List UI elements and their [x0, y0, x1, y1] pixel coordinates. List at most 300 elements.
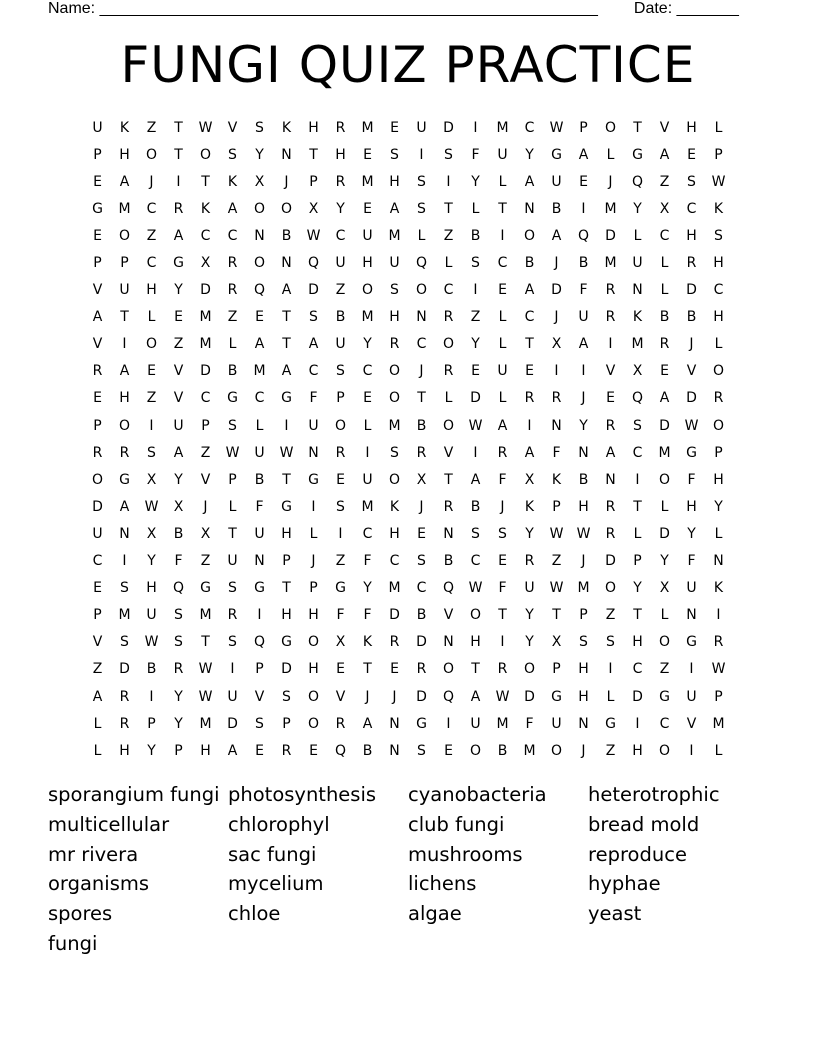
- grid-letter: O: [523, 227, 536, 244]
- grid-letter: D: [605, 227, 616, 244]
- grid-letter: D: [308, 282, 319, 299]
- grid-letter: U: [416, 119, 427, 136]
- grid-letter: Q: [442, 688, 455, 705]
- word-list-item: chloe: [228, 902, 281, 926]
- grid-letter: R: [92, 363, 103, 380]
- grid-letter: N: [254, 553, 265, 570]
- grid-letter: I: [473, 282, 478, 299]
- grid-letter: X: [524, 471, 535, 488]
- grid-letter: L: [633, 227, 642, 244]
- grid-letter: A: [92, 309, 103, 326]
- grid-letter: J: [689, 336, 694, 353]
- grid-letter: I: [284, 417, 289, 434]
- grid-letter: G: [551, 146, 562, 163]
- grid-letter: H: [389, 173, 400, 190]
- grid-letter: F: [687, 471, 696, 488]
- grid-letter: W: [144, 634, 159, 651]
- grid-letter: X: [146, 525, 157, 542]
- grid-letter: E: [363, 146, 372, 163]
- grid-letter: E: [309, 742, 318, 759]
- grid-letter: N: [443, 634, 454, 651]
- grid-letter: M: [361, 498, 374, 515]
- grid-letter: E: [93, 390, 102, 407]
- grid-letter: W: [549, 580, 564, 597]
- letter-grid: [84, 114, 732, 764]
- word-list-item: chlorophyl: [228, 812, 330, 836]
- grid-letter: Y: [525, 525, 534, 542]
- grid-letter: R: [119, 444, 130, 461]
- grid-letter: S: [498, 525, 507, 542]
- grid-letter: N: [389, 742, 400, 759]
- grid-letter: A: [119, 498, 130, 515]
- grid-letter: H: [335, 146, 346, 163]
- grid-letter: U: [92, 525, 103, 542]
- grid-letter: B: [578, 255, 589, 272]
- grid-letter: Q: [577, 227, 590, 244]
- grid-letter: L: [498, 336, 507, 353]
- grid-letter: E: [93, 580, 102, 597]
- grid-letter: N: [281, 255, 292, 272]
- grid-letter: S: [390, 444, 399, 461]
- name-field-label: Name: ________________________________________________________: [48, 0, 598, 17]
- grid-letter: G: [281, 498, 292, 515]
- grid-letter: G: [92, 200, 103, 217]
- grid-letter: S: [606, 634, 615, 651]
- grid-letter: C: [146, 255, 157, 272]
- grid-letter: E: [390, 661, 399, 678]
- grid-letter: R: [335, 444, 346, 461]
- grid-letter: U: [686, 688, 697, 705]
- grid-letter: D: [200, 363, 211, 380]
- grid-letter: R: [524, 390, 535, 407]
- word-list-item: fungi: [48, 931, 98, 955]
- grid-letter: U: [497, 363, 508, 380]
- word-list-item: club fungi: [408, 812, 505, 836]
- grid-letter: A: [227, 200, 238, 217]
- grid-letter: R: [227, 607, 238, 624]
- grid-letter: R: [335, 119, 346, 136]
- grid-letter: D: [443, 119, 454, 136]
- grid-letter: D: [416, 634, 427, 651]
- grid-letter: G: [686, 634, 697, 651]
- grid-letter: A: [497, 417, 508, 434]
- grid-letter: U: [146, 607, 157, 624]
- grid-letter: U: [551, 173, 562, 190]
- grid-letter: W: [279, 444, 294, 461]
- grid-letter: J: [149, 173, 154, 190]
- grid-letter: Z: [605, 607, 616, 624]
- grid-letter: A: [173, 444, 184, 461]
- date-field-label: Date: _______: [633, 0, 739, 17]
- grid-letter: I: [149, 417, 154, 434]
- grid-letter: J: [365, 688, 370, 705]
- grid-letter: X: [551, 634, 562, 651]
- grid-letter: K: [713, 580, 724, 597]
- grid-letter: L: [444, 255, 453, 272]
- grid-letter: G: [200, 580, 211, 597]
- grid-letter: Z: [659, 173, 670, 190]
- grid-letter: I: [581, 200, 586, 217]
- grid-letter: L: [660, 282, 669, 299]
- grid-letter: R: [524, 553, 535, 570]
- grid-letter: S: [390, 282, 399, 299]
- grid-letter: D: [281, 661, 292, 678]
- grid-letter: D: [605, 553, 616, 570]
- grid-letter: L: [606, 146, 615, 163]
- grid-letter: A: [578, 146, 589, 163]
- grid-letter: C: [362, 525, 373, 542]
- grid-letter: C: [497, 255, 508, 272]
- grid-letter: I: [473, 444, 478, 461]
- grid-letter: E: [336, 471, 345, 488]
- grid-letter: A: [281, 363, 292, 380]
- grid-letter: O: [361, 282, 374, 299]
- word-list-item: sac fungi: [228, 842, 317, 866]
- grid-letter: C: [686, 200, 697, 217]
- grid-letter: O: [253, 200, 266, 217]
- grid-letter: H: [119, 146, 130, 163]
- grid-letter: B: [443, 553, 454, 570]
- grid-letter: U: [173, 417, 184, 434]
- grid-letter: O: [712, 417, 725, 434]
- grid-letter: B: [416, 607, 427, 624]
- grid-letter: M: [496, 119, 509, 136]
- grid-letter: V: [92, 634, 103, 651]
- grid-letter: Z: [200, 553, 211, 570]
- grid-letter: S: [633, 417, 642, 434]
- grid-letter: P: [93, 146, 102, 163]
- grid-letter: N: [443, 525, 454, 542]
- grid-letter: L: [471, 200, 480, 217]
- grid-letter: X: [659, 200, 670, 217]
- grid-letter: E: [444, 742, 453, 759]
- grid-letter: S: [309, 309, 318, 326]
- word-list-item: bread mold: [588, 812, 700, 836]
- grid-letter: S: [687, 173, 696, 190]
- grid-letter: M: [523, 742, 536, 759]
- grid-letter: C: [200, 227, 211, 244]
- grid-letter: T: [633, 119, 642, 136]
- grid-letter: D: [659, 525, 670, 542]
- grid-letter: R: [443, 363, 454, 380]
- grid-letter: M: [631, 336, 644, 353]
- grid-letter: J: [419, 363, 424, 380]
- grid-letter: N: [632, 282, 643, 299]
- grid-letter: P: [579, 119, 588, 136]
- grid-letter: L: [147, 309, 156, 326]
- grid-letter: C: [470, 553, 481, 570]
- grid-letter: V: [92, 336, 103, 353]
- grid-letter: M: [604, 200, 617, 217]
- grid-letter: F: [687, 553, 696, 570]
- grid-letter: E: [471, 363, 480, 380]
- grid-letter: O: [469, 607, 482, 624]
- grid-letter: A: [119, 173, 130, 190]
- grid-letter: K: [227, 173, 238, 190]
- grid-letter: C: [146, 200, 157, 217]
- grid-letter: B: [416, 417, 427, 434]
- grid-letter: T: [174, 146, 183, 163]
- grid-letter: O: [307, 715, 320, 732]
- grid-letter: Y: [147, 553, 156, 570]
- grid-letter: V: [173, 390, 184, 407]
- grid-letter: T: [201, 634, 210, 651]
- grid-letter: O: [307, 688, 320, 705]
- grid-letter: R: [335, 715, 346, 732]
- grid-letter: W: [495, 688, 510, 705]
- grid-letter: T: [498, 607, 507, 624]
- grid-letter: E: [579, 173, 588, 190]
- grid-letter: D: [659, 417, 670, 434]
- grid-letter: C: [659, 715, 670, 732]
- grid-letter: H: [632, 634, 643, 651]
- word-list-item: heterotrophic: [588, 783, 720, 806]
- grid-letter: E: [147, 363, 156, 380]
- grid-letter: J: [581, 390, 586, 407]
- word-list-item: sporangium fungi: [48, 783, 220, 806]
- grid-letter: Q: [334, 742, 347, 759]
- grid-letter: F: [498, 580, 507, 597]
- grid-letter: H: [686, 119, 697, 136]
- grid-letter: W: [711, 173, 726, 190]
- grid-letter: P: [93, 417, 102, 434]
- grid-letter: A: [281, 282, 292, 299]
- grid-letter: O: [91, 471, 104, 488]
- grid-letter: V: [605, 363, 616, 380]
- grid-letter: G: [659, 688, 670, 705]
- grid-letter: O: [307, 634, 320, 651]
- grid-letter: V: [659, 119, 670, 136]
- grid-letter: J: [203, 498, 208, 515]
- grid-letter: P: [309, 173, 318, 190]
- grid-letter: K: [524, 498, 535, 515]
- grid-letter: S: [228, 146, 237, 163]
- grid-letter: R: [119, 715, 130, 732]
- grid-letter: V: [173, 363, 184, 380]
- grid-letter: P: [93, 255, 102, 272]
- word-list-item: reproduce: [588, 842, 687, 866]
- grid-letter: T: [174, 119, 183, 136]
- grid-letter: S: [471, 525, 480, 542]
- grid-letter: G: [281, 634, 292, 651]
- grid-letter: Z: [146, 119, 157, 136]
- grid-letter: E: [525, 363, 534, 380]
- grid-letter: P: [282, 715, 291, 732]
- grid-letter: S: [147, 444, 156, 461]
- grid-letter: C: [632, 661, 643, 678]
- grid-letter: C: [227, 227, 238, 244]
- grid-letter: O: [334, 417, 347, 434]
- grid-letter: U: [389, 255, 400, 272]
- grid-letter: H: [308, 119, 319, 136]
- grid-letter: P: [579, 607, 588, 624]
- grid-letter: S: [120, 580, 129, 597]
- grid-letter: O: [604, 119, 617, 136]
- grid-letter: C: [416, 336, 427, 353]
- grid-letter: M: [577, 580, 590, 597]
- grid-letter: E: [390, 119, 399, 136]
- grid-letter: C: [308, 363, 319, 380]
- grid-letter: O: [145, 336, 158, 353]
- grid-letter: W: [549, 525, 564, 542]
- grid-letter: U: [335, 336, 346, 353]
- grid-letter: C: [362, 363, 373, 380]
- grid-letter: P: [633, 553, 642, 570]
- grid-letter: H: [632, 742, 643, 759]
- grid-letter: J: [554, 309, 559, 326]
- grid-letter: X: [200, 255, 211, 272]
- grid-letter: W: [549, 119, 564, 136]
- grid-letter: R: [605, 525, 616, 542]
- grid-letter: O: [712, 363, 725, 380]
- grid-letter: H: [713, 471, 724, 488]
- grid-letter: S: [417, 742, 426, 759]
- grid-letter: L: [714, 742, 723, 759]
- grid-letter: C: [632, 444, 643, 461]
- grid-letter: T: [498, 200, 507, 217]
- grid-letter: S: [228, 634, 237, 651]
- grid-letter: T: [444, 471, 453, 488]
- grid-letter: E: [498, 282, 507, 299]
- grid-letter: X: [200, 525, 211, 542]
- grid-letter: K: [389, 498, 400, 515]
- grid-letter: Z: [470, 309, 481, 326]
- grid-letter: T: [120, 309, 129, 326]
- grid-letter: L: [417, 227, 426, 244]
- grid-letter: L: [660, 607, 669, 624]
- grid-letter: A: [524, 173, 535, 190]
- grid-letter: R: [605, 309, 616, 326]
- grid-letter: X: [551, 336, 562, 353]
- grid-letter: M: [199, 607, 212, 624]
- grid-letter: U: [335, 255, 346, 272]
- grid-letter: Q: [415, 255, 428, 272]
- grid-letter: F: [525, 715, 534, 732]
- grid-letter: M: [496, 715, 509, 732]
- grid-letter: P: [93, 607, 102, 624]
- grid-letter: Q: [631, 173, 644, 190]
- grid-letter: V: [686, 363, 697, 380]
- grid-letter: S: [390, 146, 399, 163]
- grid-letter: Q: [172, 580, 185, 597]
- grid-letter: E: [174, 309, 183, 326]
- grid-letter: W: [306, 227, 321, 244]
- grid-letter: R: [497, 444, 508, 461]
- grid-letter: B: [659, 309, 670, 326]
- grid-letter: E: [93, 173, 102, 190]
- word-list-item: algae: [408, 902, 462, 926]
- grid-letter: R: [713, 634, 724, 651]
- grid-letter: A: [470, 688, 481, 705]
- grid-letter: J: [581, 742, 586, 759]
- grid-letter: C: [389, 553, 400, 570]
- grid-letter: Y: [147, 742, 156, 759]
- grid-letter: S: [579, 634, 588, 651]
- grid-letter: L: [714, 336, 723, 353]
- grid-letter: C: [92, 553, 103, 570]
- grid-letter: Z: [551, 553, 562, 570]
- grid-letter: T: [633, 498, 642, 515]
- word-list-item: hyphae: [588, 872, 661, 896]
- grid-letter: J: [608, 173, 613, 190]
- grid-letter: B: [470, 227, 481, 244]
- grid-letter: L: [309, 525, 318, 542]
- grid-letter: T: [282, 580, 291, 597]
- grid-letter: Y: [174, 471, 183, 488]
- grid-letter: Y: [660, 553, 669, 570]
- grid-letter: J: [419, 498, 424, 515]
- grid-letter: X: [416, 471, 427, 488]
- grid-letter: R: [605, 498, 616, 515]
- grid-letter: K: [551, 471, 562, 488]
- grid-letter: S: [417, 173, 426, 190]
- word-list-item: cyanobacteria: [408, 783, 547, 806]
- grid-letter: M: [388, 417, 401, 434]
- grid-letter: P: [714, 444, 723, 461]
- grid-letter: H: [389, 525, 400, 542]
- grid-letter: C: [713, 282, 724, 299]
- grid-letter: C: [659, 227, 670, 244]
- grid-letter: C: [254, 390, 265, 407]
- grid-letter: V: [335, 688, 346, 705]
- grid-letter: L: [228, 498, 237, 515]
- grid-letter: C: [416, 580, 427, 597]
- grid-letter: L: [714, 119, 723, 136]
- word-list-item: organisms: [48, 872, 150, 896]
- grid-letter: A: [524, 282, 535, 299]
- word-list-item: mr rivera: [48, 842, 139, 866]
- grid-letter: I: [149, 688, 154, 705]
- grid-letter: I: [311, 498, 316, 515]
- grid-letter: G: [308, 471, 319, 488]
- grid-letter: D: [551, 282, 562, 299]
- grid-letter: J: [554, 255, 559, 272]
- grid-letter: W: [576, 525, 591, 542]
- grid-letter: L: [228, 336, 237, 353]
- grid-letter: H: [308, 661, 319, 678]
- grid-letter: Y: [255, 146, 264, 163]
- grid-letter: R: [605, 417, 616, 434]
- grid-letter: E: [336, 661, 345, 678]
- grid-letter: I: [608, 336, 613, 353]
- grid-letter: J: [284, 173, 289, 190]
- grid-letter: L: [93, 715, 102, 732]
- grid-letter: R: [686, 255, 697, 272]
- grid-letter: I: [635, 715, 640, 732]
- grid-letter: P: [174, 742, 183, 759]
- grid-letter: V: [686, 715, 697, 732]
- grid-letter: I: [338, 525, 343, 542]
- grid-letter: O: [415, 282, 428, 299]
- grid-letter: Z: [335, 553, 346, 570]
- grid-letter: I: [365, 444, 370, 461]
- grid-letter: R: [173, 200, 184, 217]
- grid-letter: Y: [633, 580, 642, 597]
- grid-letter: B: [254, 471, 265, 488]
- grid-letter: M: [199, 336, 212, 353]
- grid-letter: I: [689, 661, 694, 678]
- grid-letter: L: [606, 688, 615, 705]
- grid-letter: A: [605, 444, 616, 461]
- grid-letter: U: [227, 688, 238, 705]
- grid-letter: W: [711, 661, 726, 678]
- word-list-item: yeast: [588, 902, 642, 926]
- grid-letter: N: [578, 444, 589, 461]
- grid-letter: Y: [579, 417, 588, 434]
- grid-letter: Q: [307, 255, 320, 272]
- grid-letter: T: [552, 607, 561, 624]
- grid-letter: X: [335, 634, 346, 651]
